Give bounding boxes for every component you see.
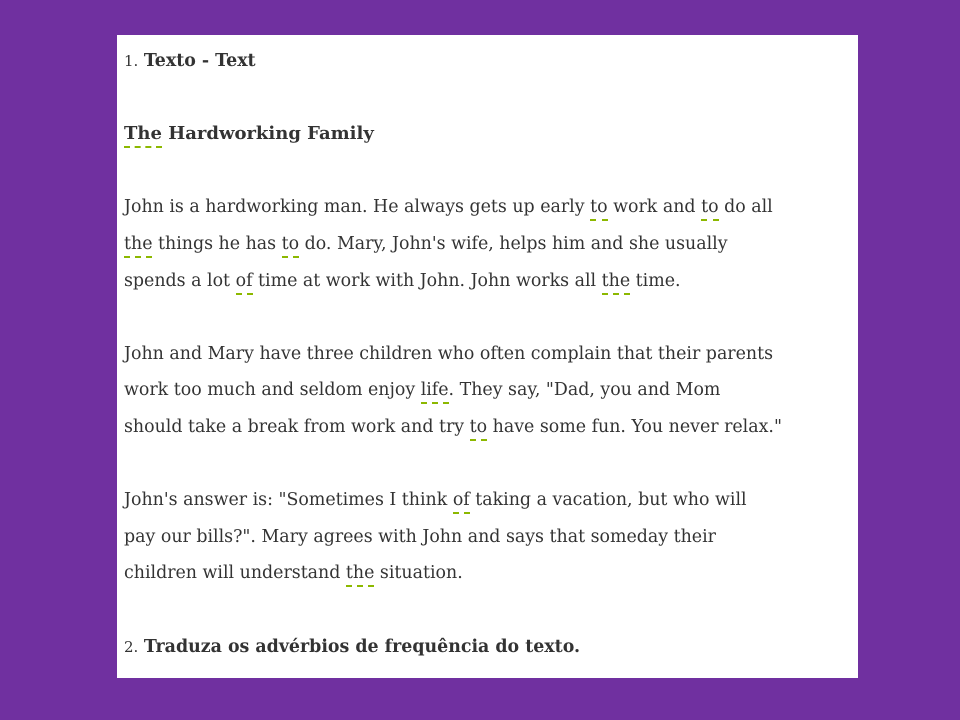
text: pay our bills?". Mary agrees with John and says that someday their (124, 526, 716, 547)
paragraph-2-line-2 (124, 372, 844, 409)
text: John and Mary have three children who often complain that their parents (124, 343, 774, 364)
question-1-title: Texto - Text (143, 51, 256, 71)
underlined-word[interactable]: of (236, 271, 253, 295)
question-2-text: Traduza os advérbios de frequência do texto. (143, 636, 581, 657)
text: children will understand (124, 563, 346, 584)
underlined-word[interactable]: the (602, 271, 630, 295)
text: taking a vacation, but who will (469, 490, 747, 511)
paragraph-3-line-2 (124, 519, 844, 556)
question-2-heading (124, 629, 844, 666)
text: work too much and seldom enjoy (124, 380, 421, 401)
document-panel (117, 35, 858, 678)
paragraph-1-line-3 (124, 263, 844, 300)
underlined-word[interactable]: The (124, 123, 162, 148)
text: John's answer is: "Sometimes I think (124, 490, 453, 511)
text: John is a hardworking man. He always gets up early (124, 197, 591, 218)
underlined-word[interactable]: to (590, 197, 607, 221)
text: do. Mary, John's wife, helps him and she usually (299, 233, 728, 254)
underlined-word[interactable]: to (701, 197, 718, 221)
paragraph-3-line-1 (124, 482, 844, 519)
underlined-word[interactable]: life (421, 380, 449, 404)
question-1-heading (124, 43, 844, 80)
underlined-word[interactable]: to (282, 234, 299, 258)
paragraph-3-line-3 (124, 555, 844, 592)
text: have some fun. You never relax." (487, 416, 782, 437)
text: work and (607, 197, 702, 218)
paragraph-1-line-1 (124, 189, 844, 226)
underlined-word[interactable]: of (453, 490, 470, 514)
document-content (124, 43, 844, 665)
paragraph-1-line-2 (124, 226, 844, 263)
paragraph-2-line-1 (124, 336, 844, 373)
story-title-post: Hardworking Family (161, 123, 374, 145)
paragraph-2-line-3 (124, 409, 844, 446)
text: spends a lot (124, 270, 236, 291)
underlined-word[interactable]: to (470, 417, 487, 441)
text: . They say, "Dad, you and Mom (448, 380, 721, 401)
text: time at work with John. John works all (252, 270, 602, 291)
question-2-number: 2. (124, 637, 139, 656)
text: do all (718, 197, 773, 218)
text: things he has (152, 233, 282, 254)
underlined-word[interactable]: the (346, 563, 374, 587)
text: should take a break from work and try (124, 416, 470, 437)
text: time. (630, 270, 681, 291)
question-1-number: 1. (124, 52, 139, 70)
story-title (124, 116, 844, 153)
text: situation. (374, 563, 463, 584)
underlined-word[interactable]: the (124, 234, 152, 258)
